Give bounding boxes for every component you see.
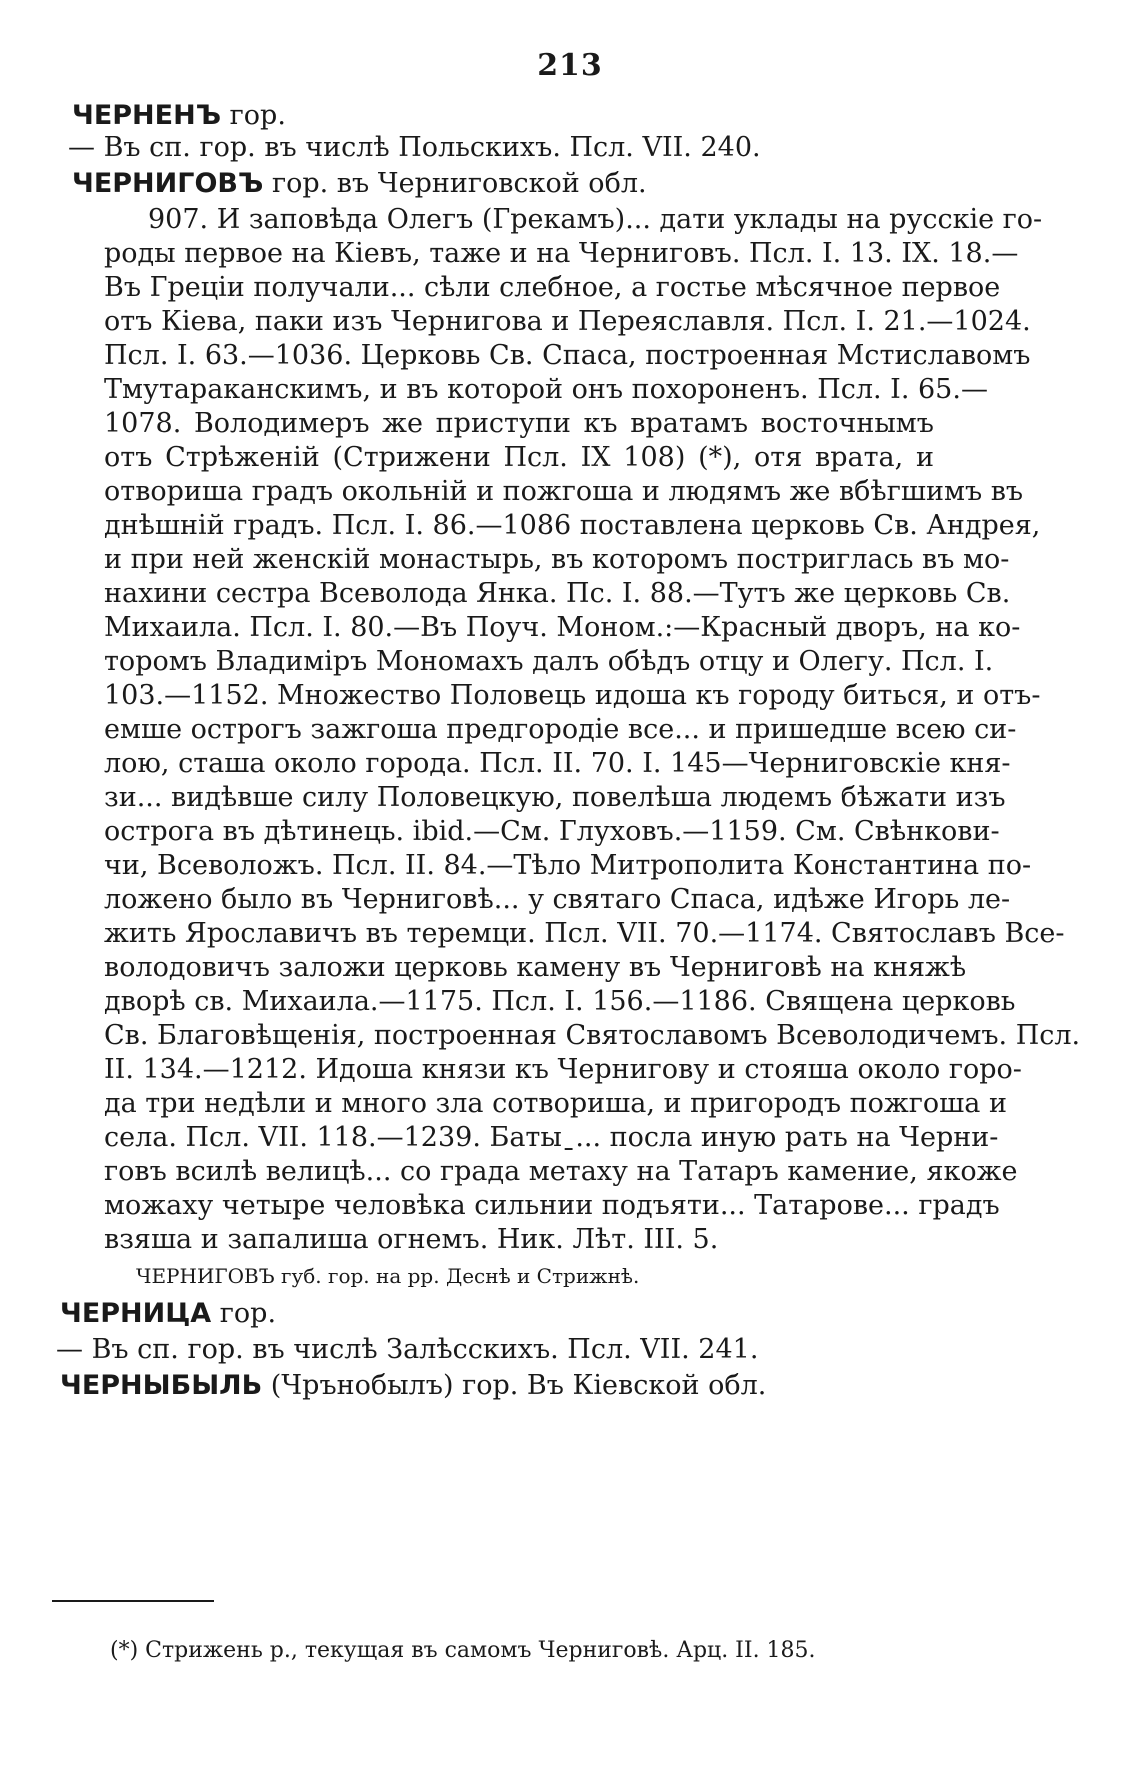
- body-line: лою, сташа около города. Псл. II. 70. I. 145—Черниговскіе кня-: [104, 748, 1011, 779]
- body-line: днѣшній градъ. Псл. I. 86.—1086 поставлена церковь Св. Андрея,: [104, 510, 1041, 541]
- body-line: емше острогъ зажгоша предгородіе все... и пришедше всею си-: [104, 714, 1017, 745]
- entry-chernobyl-heading: [60, 1368, 766, 1404]
- headword-chernen-rest: гор.: [221, 100, 286, 131]
- body-line: Тмутараканскимъ, и въ которой онъ похороненъ. Псл. I. 65.—: [104, 374, 988, 405]
- body-line: острога въ дѣтинець. ibid.—См. Глуховъ.—1159. См. Свѣнкови-: [104, 816, 1000, 847]
- body-line: и при ней женскій монастырь, въ которомъ постриглась въ мо-: [104, 544, 1010, 575]
- body-line: 1078. Володимеръ же приступи къ вратамъ восточнымъ: [104, 408, 934, 439]
- body-line: Михаила. Псл. I. 80.—Въ Поуч. Моном.:—Красный дворъ, на ко-: [104, 612, 1021, 643]
- headword-chernobyl-rest: (Чрънобылъ) гор. Въ Кіевской обл.: [262, 1370, 767, 1401]
- headword-chernobyl: ЧЕРНЫБЫЛЬ: [60, 1370, 263, 1401]
- footnote-divider: [52, 1600, 214, 1602]
- body-line: отъ Кіева, паки изъ Чернигова и Переяславля. Псл. I. 21.—1024.: [104, 306, 1031, 337]
- entry-chernitsa-text: — Въ сп. гор. въ числѣ Залѣсскихъ. Псл. VII. 241.: [56, 1334, 759, 1365]
- body-line: Псл. I. 63.—1036. Церковь Св. Спаса, построенная Мстиславомъ: [104, 340, 1031, 371]
- body-line: Въ Греціи получали... сѣли слебное, а гостье мѣсячное первое: [104, 272, 1001, 303]
- body-line: чи, Всеволожъ. Псл. II. 84.—Тѣло Митрополита Константина по-: [104, 850, 1032, 881]
- body-line: 907. И заповѣда Олегъ (Грекамъ)... дати уклады на русскіе го-: [148, 204, 1043, 235]
- body-line: дворѣ св. Михаила.—1175. Псл. I. 156.—1186. Священа церковь: [104, 986, 1016, 1017]
- body-line: да три недѣли и много зла сотвориша, и пригородъ пожгоша и: [104, 1088, 1007, 1119]
- body-line: 103.—1152. Множество Половець идоша къ городу биться, и отъ-: [104, 680, 1041, 711]
- headword-chernigov: ЧЕРНИГОВЪ: [72, 168, 264, 199]
- body-line: зи... видѣвше силу Половецкую, повелѣша людемъ бѣжати изъ: [104, 782, 1006, 813]
- headword-chernitsa: ЧЕРНИЦА: [60, 1298, 212, 1329]
- body-line: II. 134.—1212. Идоша князи къ Чернигову и стояша около горо-: [104, 1054, 1022, 1085]
- body-line-last: взяша и запалиша огнемъ. Ник. Лѣт. III. 5.: [104, 1224, 719, 1255]
- body-line: села. Псл. VII. 118.—1239. Батыˍ... посла иную рать на Черни-: [104, 1122, 999, 1153]
- body-line: володовичъ заложи церковь камену въ Черниговѣ на княжѣ: [104, 952, 967, 983]
- headword-chernigov-rest: гор. въ Черниговской обл.: [263, 168, 647, 199]
- body-line: говъ всилѣ велицѣ... со града метаху на Татаръ камение, якоже: [104, 1156, 1018, 1187]
- body-line: отъ Стрѣженій (Стрижени Псл. IX 108) (*), отя врата, и: [104, 442, 934, 473]
- body-line: можаху четыре человѣка сильнии подъяти... Татарове... градъ: [104, 1190, 1000, 1221]
- body-line: нахини сестра Всеволода Янка. Пс. I. 88.—Тутъ же церковь Св.: [104, 578, 1011, 609]
- entry-chernigov-heading: [72, 166, 647, 202]
- chernigov-sub-note: ЧЕРНИГОВЪ губ. гор. на рр. Деснѣ и Стрижнѣ.: [136, 1264, 640, 1288]
- page-number: 213: [537, 48, 603, 83]
- entry-chernitsa-heading: [60, 1296, 276, 1332]
- body-line: роды первое на Кіевъ, таже и на Черниговъ. Псл. I. 13. IX. 18.—: [104, 238, 1019, 269]
- body-line: Св. Благовѣщенія, построенная Святославомъ Всеволодичемъ. Псл.: [104, 1020, 1081, 1051]
- headword-chernen: ЧЕРНЕНЪ: [72, 100, 222, 131]
- footnote: (*) Стрижень р., текущая въ самомъ Черниговѣ. Арц. II. 185.: [110, 1638, 816, 1663]
- entry-chernen-heading: [72, 98, 286, 134]
- body-line: ложено было въ Черниговѣ... у святаго Спаса, идѣже Игорь ле-: [104, 884, 1011, 915]
- body-line: отвориша градъ окольній и пожгоша и людямъ же вбѣгшимъ въ: [104, 476, 1024, 507]
- body-line: жить Ярославичъ въ теремци. Псл. VII. 70.—1174. Святославъ Все-: [104, 918, 1065, 949]
- entry-chernen-text: — Въ сп. гор. въ числѣ Польскихъ. Псл. VII. 240.: [68, 132, 761, 163]
- body-line: торомъ Владиміръ Мономахъ далъ обѣдъ отцу и Олегу. Псл. I.: [104, 646, 994, 677]
- headword-chernitsa-rest: гор.: [211, 1298, 277, 1329]
